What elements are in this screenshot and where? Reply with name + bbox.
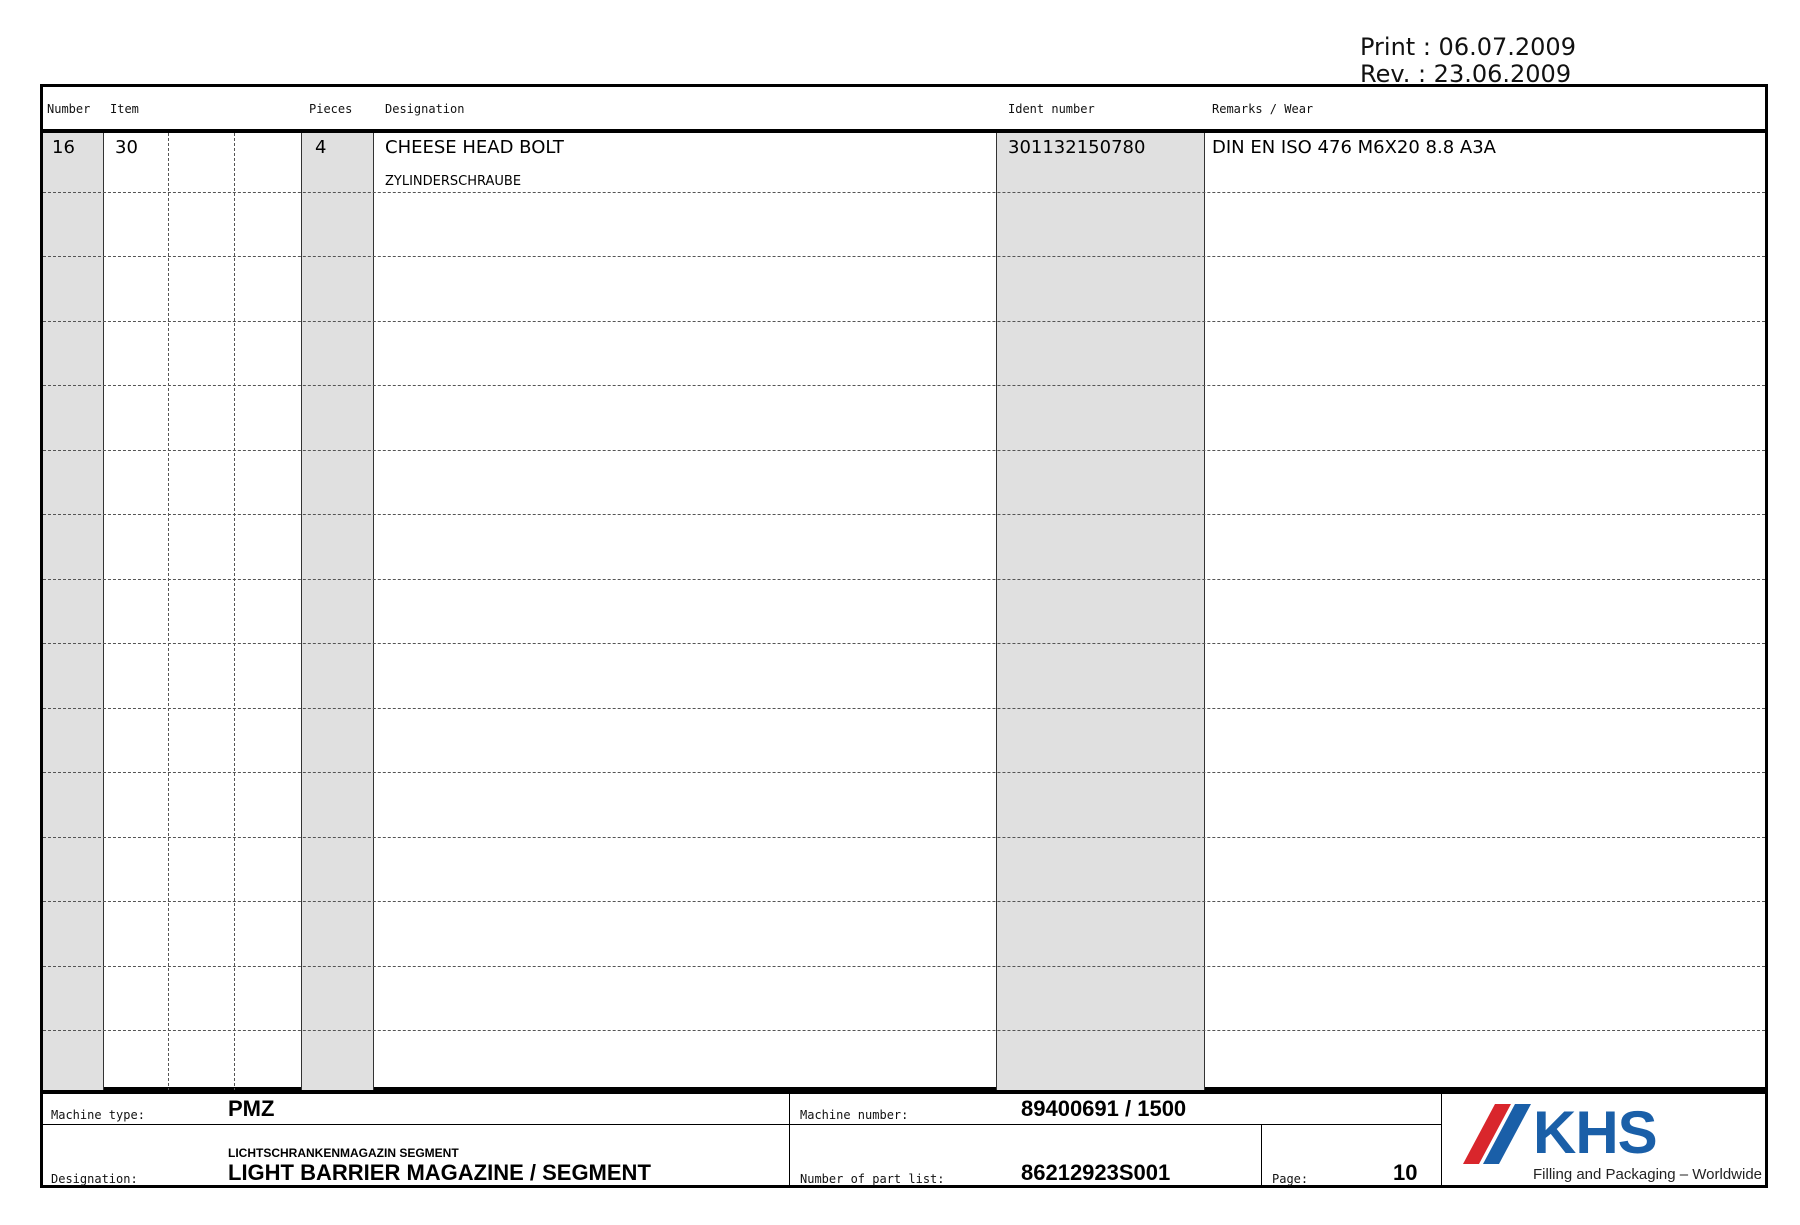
row-ident-number: 301132150780 bbox=[1008, 137, 1146, 158]
page-label: Page: bbox=[1272, 1172, 1309, 1186]
row-pieces: 4 bbox=[315, 137, 327, 158]
designation-sub: LICHTSCHRANKENMAGAZIN SEGMENT bbox=[228, 1146, 459, 1160]
header-designation: Designation bbox=[385, 102, 465, 116]
pieces-column-shade bbox=[301, 133, 373, 1091]
table-header bbox=[43, 87, 1765, 133]
khs-logo-tagline: Filling and Packaging – Worldwide bbox=[1533, 1166, 1763, 1183]
part-list-value: 86212923S001 bbox=[1021, 1160, 1171, 1185]
table-body bbox=[43, 133, 1765, 1091]
parts-list-table bbox=[40, 84, 1768, 1090]
row-separator bbox=[43, 901, 1765, 902]
revision-date: Rev. : 23.06.2009 bbox=[1360, 60, 1572, 88]
khs-logo-text: KHS bbox=[1533, 1099, 1657, 1166]
row-separator bbox=[43, 966, 1765, 967]
title-block-divider bbox=[789, 1094, 790, 1185]
column-divider bbox=[301, 133, 302, 1091]
row-separator bbox=[43, 514, 1765, 515]
row-separator bbox=[43, 450, 1765, 451]
machine-number-label: Machine number: bbox=[800, 1108, 909, 1122]
khs-logo bbox=[1461, 1100, 1761, 1186]
header-number: Number bbox=[47, 102, 91, 116]
column-divider bbox=[1204, 133, 1205, 1091]
header-item: Item bbox=[110, 102, 139, 116]
row-number: 16 bbox=[52, 137, 75, 158]
row-separator bbox=[43, 192, 1765, 193]
print-info bbox=[1360, 34, 1576, 88]
machine-number-value: 89400691 / 1500 bbox=[1021, 1096, 1187, 1121]
page-value: 10 bbox=[1393, 1160, 1418, 1185]
row-designation-sub: ZYLINDERSCHRAUBE bbox=[385, 174, 522, 189]
column-divider-dashed bbox=[234, 133, 235, 1091]
header-ident-number: Ident number bbox=[1008, 102, 1095, 116]
title-block-divider bbox=[1441, 1094, 1442, 1185]
khs-logo-icon bbox=[1461, 1102, 1533, 1166]
column-divider bbox=[996, 133, 997, 1091]
header-pieces: Pieces bbox=[309, 102, 353, 116]
row-remarks: DIN EN ISO 476 M6X20 8.8 A3A bbox=[1212, 137, 1496, 158]
designation-value: LIGHT BARRIER MAGAZINE / SEGMENT bbox=[228, 1160, 651, 1185]
title-block bbox=[40, 1090, 1768, 1188]
column-divider-dashed bbox=[168, 133, 169, 1091]
print-date: Print : 06.07.2009 bbox=[1360, 33, 1576, 61]
number-column-shade bbox=[43, 133, 103, 1091]
title-block-divider bbox=[43, 1124, 1441, 1125]
machine-type-value: PMZ bbox=[228, 1096, 275, 1121]
row-separator bbox=[43, 837, 1765, 838]
row-separator bbox=[43, 321, 1765, 322]
header-remarks: Remarks / Wear bbox=[1212, 102, 1314, 116]
title-block-divider bbox=[1261, 1124, 1262, 1185]
row-separator bbox=[43, 708, 1765, 709]
part-list-label: Number of part list: bbox=[800, 1172, 945, 1186]
column-divider bbox=[103, 133, 104, 1091]
designation-label: Designation: bbox=[51, 1172, 138, 1186]
row-separator bbox=[43, 385, 1765, 386]
row-designation: CHEESE HEAD BOLT bbox=[385, 137, 564, 158]
row-separator bbox=[43, 643, 1765, 644]
ident-column-shade bbox=[996, 133, 1204, 1091]
row-separator bbox=[43, 579, 1765, 580]
machine-type-label: Machine type: bbox=[51, 1108, 145, 1122]
row-separator bbox=[43, 1030, 1765, 1031]
column-divider bbox=[373, 133, 374, 1091]
row-separator bbox=[43, 772, 1765, 773]
row-separator bbox=[43, 256, 1765, 257]
row-item: 30 bbox=[115, 137, 138, 158]
